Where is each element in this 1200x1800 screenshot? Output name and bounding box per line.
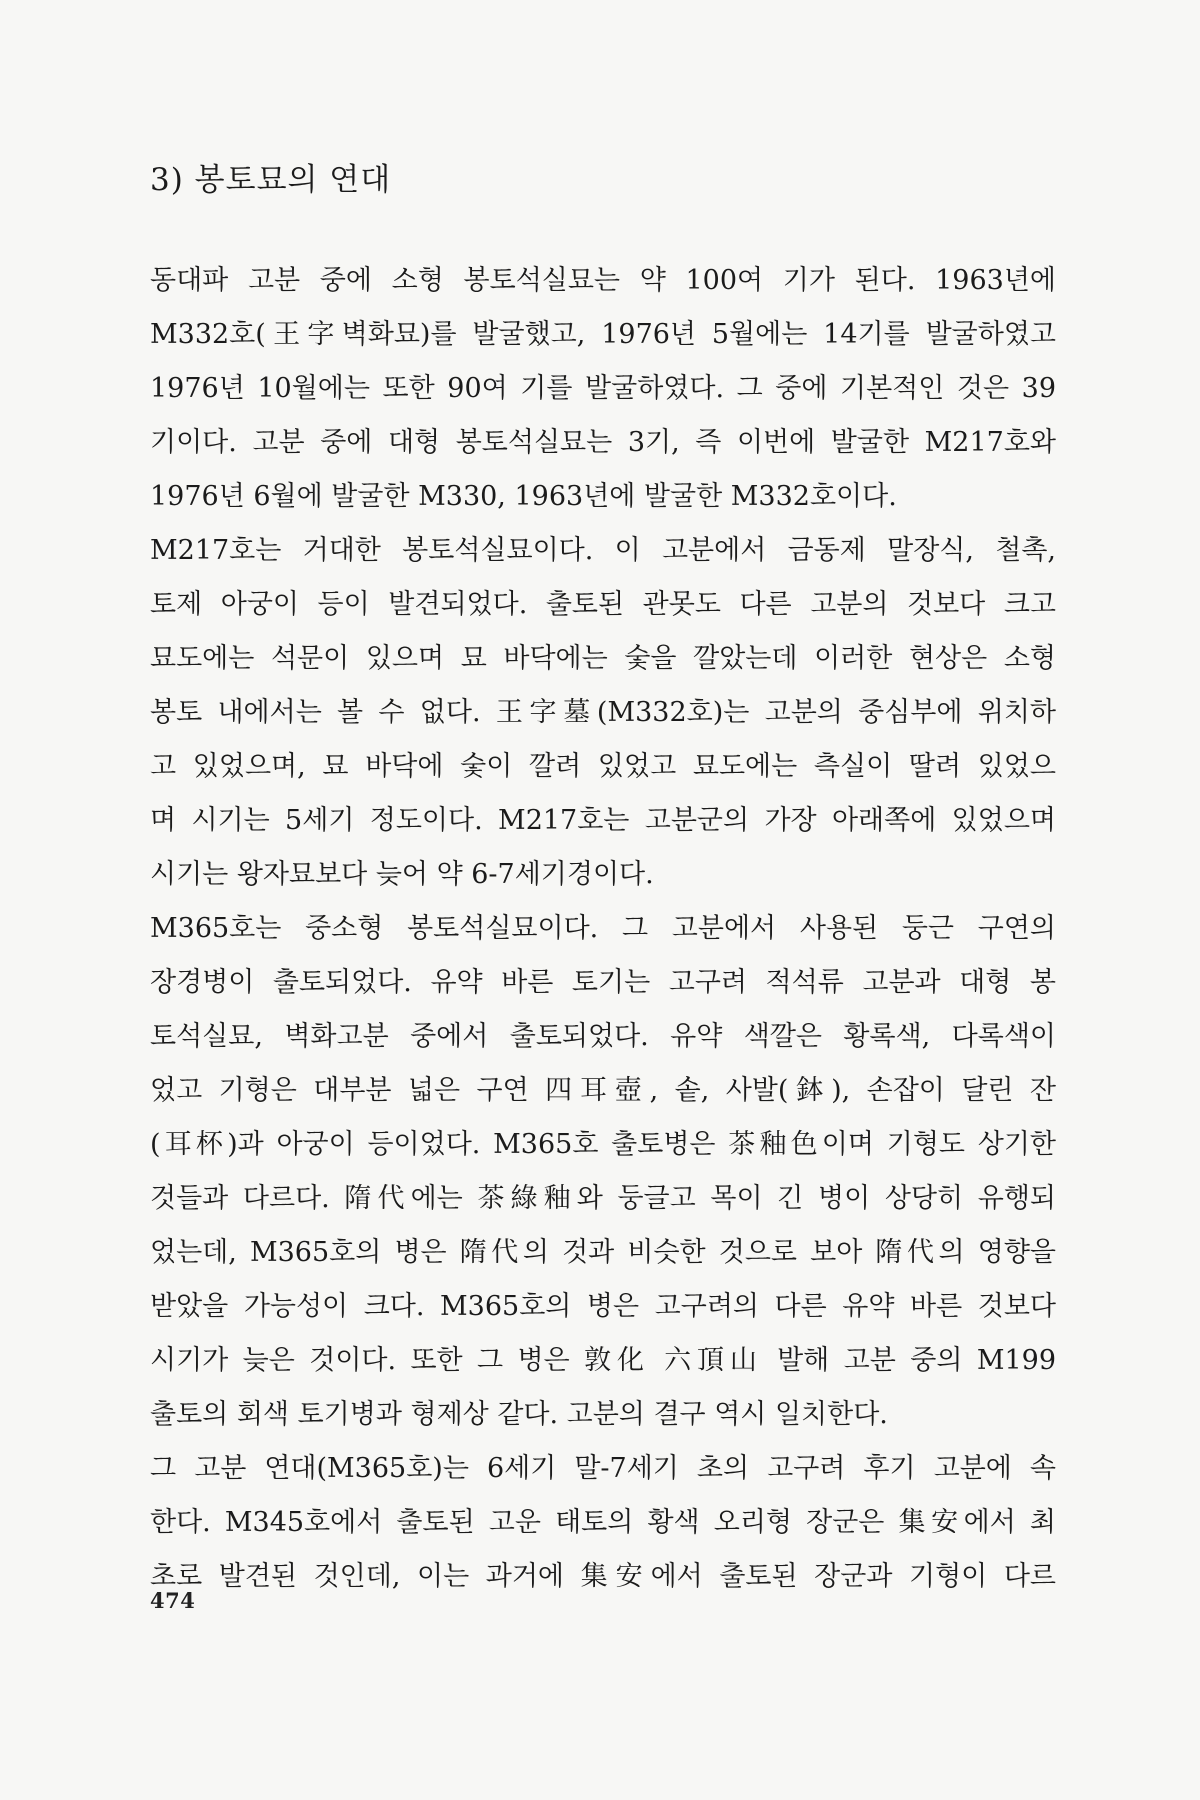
text-line: 시기가 늦은 것이다. 또한 그 병은 敦化 六頂山 발해 고분 중의 M199: [150, 1345, 1056, 1376]
text-line: 한다. M345호에서 출토된 고운 태토의 황색 오리형 장군은 集安에서 최: [150, 1507, 1056, 1538]
section-title: 3) 봉토묘의 연대: [150, 162, 392, 198]
text-line: M217호는 거대한 봉토석실묘이다. 이 고분에서 금동제 말장식, 철촉,: [150, 535, 1056, 566]
text-line: 1976년 6월에 발굴한 M330, 1963년에 발굴한 M332호이다.: [150, 481, 897, 512]
text-line: 기이다. 고분 중에 대형 봉토석실묘는 3기, 즉 이번에 발굴한 M217호와: [150, 427, 1056, 458]
text-line: 장경병이 출토되었다. 유약 바른 토기는 고구려 적석류 고분과 대형 봉: [150, 967, 1056, 998]
text-line: 것들과 다르다. 隋代에는 茶綠釉와 둥글고 목이 긴 병이 상당히 유행되: [150, 1183, 1056, 1214]
text-line: M332호(王字벽화묘)를 발굴했고, 1976년 5월에는 14기를 발굴하였고: [150, 319, 1056, 350]
text-line: 었고 기형은 대부분 넓은 구연 四耳壺, 솥, 사발(鉢), 손잡이 달린 잔: [150, 1075, 1056, 1106]
body-text: [150, 254, 1056, 1604]
text-line: (耳杯)과 아궁이 등이었다. M365호 출토병은 茶釉色이며 기형도 상기한: [150, 1129, 1056, 1160]
text-line: 시기는 왕자묘보다 늦어 약 6-7세기경이다.: [150, 859, 654, 890]
text-line: 토석실묘, 벽화고분 중에서 출토되었다. 유약 색깔은 황록색, 다록색이: [150, 1021, 1056, 1052]
text-line: 묘도에는 석문이 있으며 묘 바닥에는 숯을 깔았는데 이러한 현상은 소형: [150, 643, 1056, 674]
text-line: M365호는 중소형 봉토석실묘이다. 그 고분에서 사용된 둥근 구연의: [150, 913, 1056, 944]
text-line: 봉토 내에서는 볼 수 없다. 王字墓(M332호)는 고분의 중심부에 위치하: [150, 697, 1056, 728]
text-line: 토제 아궁이 등이 발견되었다. 출토된 관못도 다른 고분의 것보다 크고: [150, 589, 1056, 620]
text-line: 받았을 가능성이 크다. M365호의 병은 고구려의 다른 유약 바른 것보다: [150, 1291, 1056, 1322]
text-line: 고 있었으며, 묘 바닥에 숯이 깔려 있었고 묘도에는 측실이 딸려 있었으: [150, 751, 1056, 782]
text-line: 1976년 10월에는 또한 90여 기를 발굴하였다. 그 중에 기본적인 것은 39: [150, 373, 1056, 404]
text-line: 동대파 고분 중에 소형 봉토석실묘는 약 100여 기가 된다. 1963년에: [150, 265, 1056, 296]
text-line: 초로 발견된 것인데, 이는 과거에 集安에서 출토된 장군과 기형이 다르: [150, 1561, 1056, 1592]
page-number: 474: [150, 1588, 196, 1613]
text-line: 며 시기는 5세기 정도이다. M217호는 고분군의 가장 아래쪽에 있었으며: [150, 805, 1056, 836]
text-line: 그 고분 연대(M365호)는 6세기 말-7세기 초의 고구려 후기 고분에 속: [150, 1453, 1056, 1484]
text-line: 출토의 회색 토기병과 형제상 같다. 고분의 결구 역시 일치한다.: [150, 1399, 888, 1430]
text-line: 었는데, M365호의 병은 隋代의 것과 비슷한 것으로 보아 隋代의 영향을: [150, 1237, 1056, 1268]
